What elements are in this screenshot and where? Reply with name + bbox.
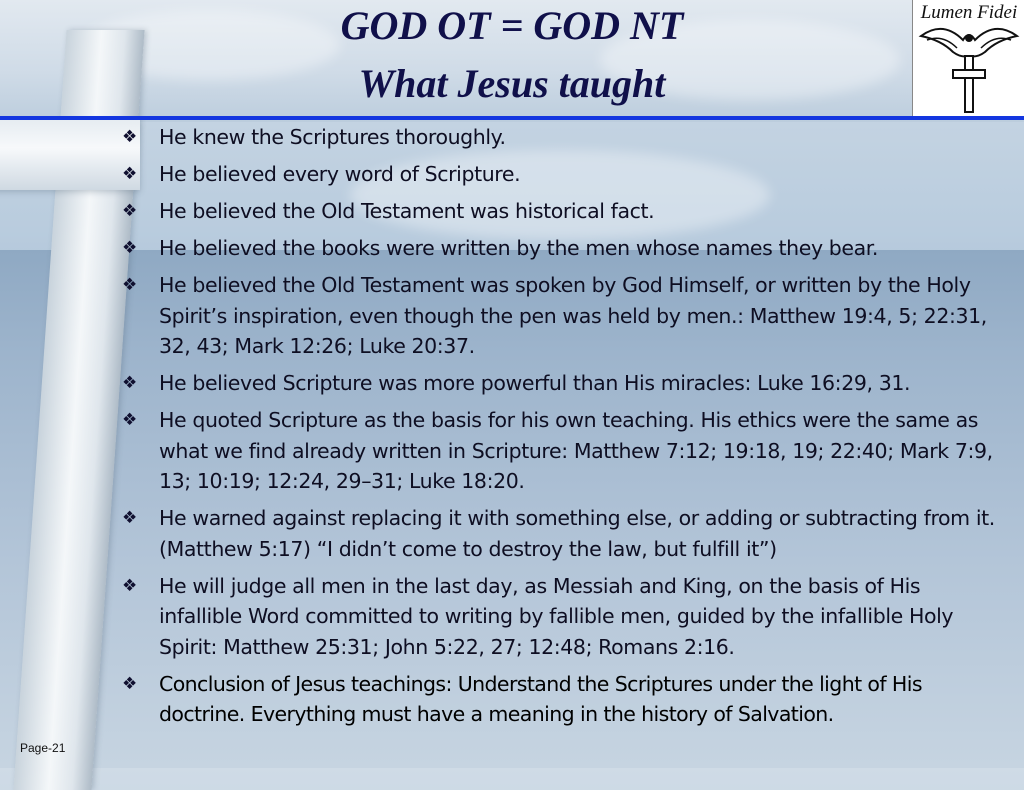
list-item bbox=[122, 159, 1002, 190]
diamond-bullet-icon: ❖ bbox=[122, 238, 137, 258]
list-item bbox=[122, 196, 1002, 227]
dove-cross-icon bbox=[913, 0, 1024, 116]
list-item bbox=[122, 571, 1002, 663]
diamond-bullet-icon: ❖ bbox=[122, 673, 137, 694]
list-item-text: He believed the Old Testament was historical fact. bbox=[159, 199, 655, 223]
list-item-text: He believed the Old Testament was spoken by God Himself, or written by the Holy Spirit’s inspiration, even though the pen was held by men.: Matthew 19:4, 5; 22:31, 32, 43; Mark 12:26; Luke 20:37. bbox=[159, 273, 987, 358]
list-item-text: He will judge all men in the last day, as Messiah and King, on the basis of His infallible Word committed to writing by fallible men, guided by the infallible Holy Spirit: Matthew 25:31; John 5:22, 27; 12:48; Romans 2:16. bbox=[159, 573, 954, 659]
list-item-text: He believed Scripture was more powerful than His miracles: Luke 16:29, 31. bbox=[159, 371, 911, 395]
slide-title: GOD OT = GOD NT bbox=[340, 3, 684, 48]
list-item-text: He believed the books were written by the men whose names they bear. bbox=[159, 236, 879, 260]
list-item bbox=[122, 405, 1002, 497]
list-item bbox=[122, 122, 1002, 153]
cross-horizontal-beam bbox=[0, 120, 140, 190]
page-number: Page-21 bbox=[20, 741, 66, 755]
diamond-bullet-icon: ❖ bbox=[122, 373, 137, 393]
diamond-bullet-icon: ❖ bbox=[122, 164, 137, 184]
slide-subtitle: What Jesus taught bbox=[358, 61, 666, 106]
list-item bbox=[122, 503, 1002, 564]
lumen-fidei-logo bbox=[912, 0, 1024, 116]
list-item-text: He believed every word of Scripture. bbox=[159, 162, 521, 186]
conclusion-item bbox=[122, 669, 1002, 730]
list-item bbox=[122, 233, 1002, 264]
list-item bbox=[122, 368, 1002, 399]
list-item-text: He quoted Scripture as the basis for his own teaching. His ethics were the same as what we find already written in Scripture: Matthew 7:12; 19:18, 19; 22:40; Mark 7:9, 13; 10:19; 12:24, 29–31; Luke 18:20. bbox=[159, 408, 993, 493]
list-item-text: He knew the Scriptures thoroughly. bbox=[159, 125, 506, 149]
conclusion-text: Conclusion of Jesus teachings: Understand the Scriptures under the light of His doctrine. Everything must have a meaning in the history of Salvation. bbox=[159, 671, 922, 726]
bullet-list bbox=[122, 122, 1002, 736]
diamond-bullet-icon: ❖ bbox=[122, 127, 137, 147]
diamond-bullet-icon: ❖ bbox=[122, 410, 137, 430]
list-item-text: He warned against replacing it with something else, or adding or subtracting from it. (Matthew 5:17) “I didn’t come to destroy the law, but fulfill it”) bbox=[159, 506, 995, 561]
diamond-bullet-icon: ❖ bbox=[122, 508, 137, 528]
diamond-bullet-icon: ❖ bbox=[122, 201, 137, 221]
title-divider bbox=[0, 116, 1024, 120]
diamond-bullet-icon: ❖ bbox=[122, 275, 137, 295]
logo-text: Lumen Fidei bbox=[920, 2, 1018, 23]
list-item bbox=[122, 270, 1002, 362]
diamond-bullet-icon: ❖ bbox=[122, 575, 137, 596]
